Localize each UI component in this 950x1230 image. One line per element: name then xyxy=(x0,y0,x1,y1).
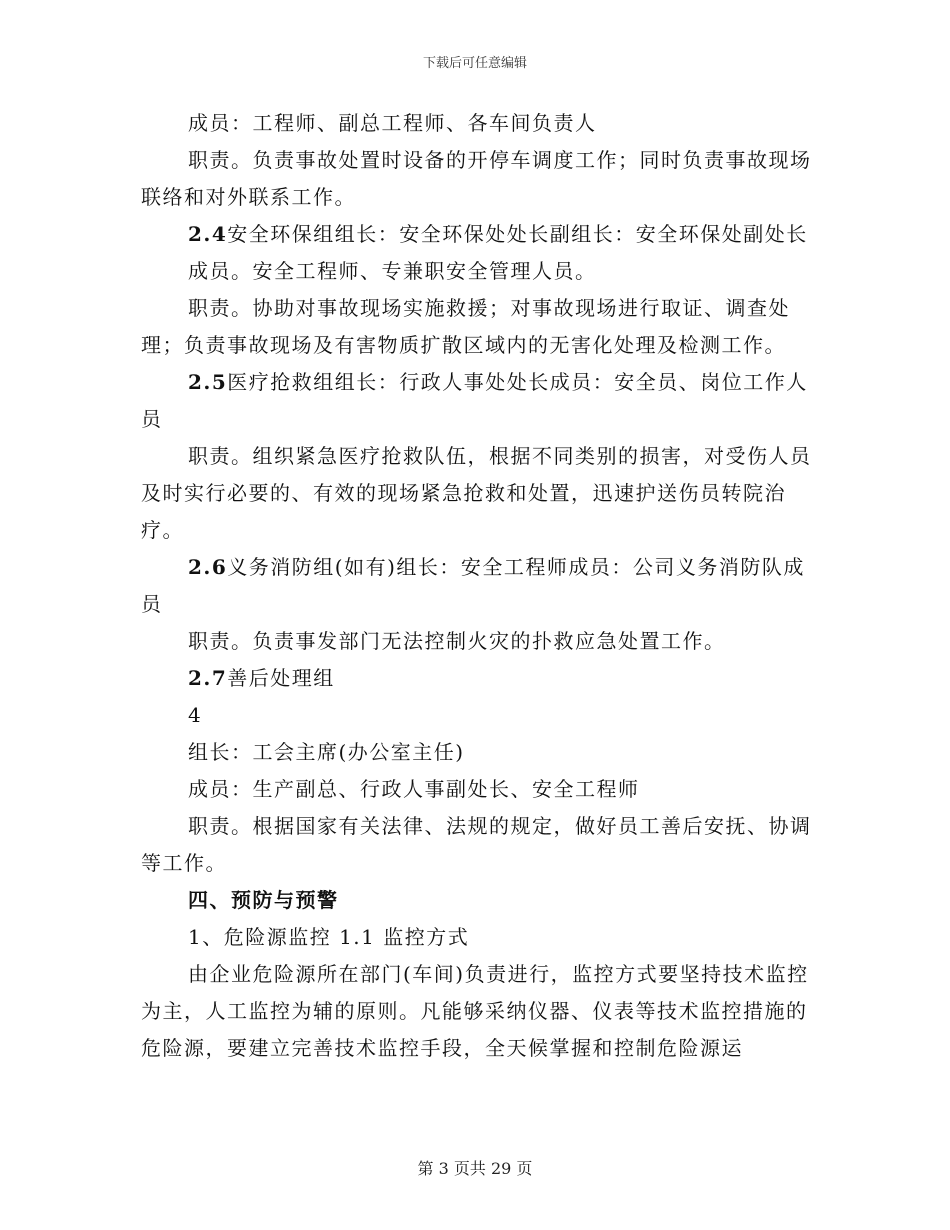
paragraph: 4 xyxy=(188,703,203,727)
paragraph-text: 善后处理组 xyxy=(227,666,335,690)
paragraph-text: 医疗抢救组组长：行政人事处处长成员：安全员、岗位工作人员 xyxy=(141,370,808,431)
paragraph: 组长：工会主席(办公室主任) xyxy=(188,740,465,764)
section-number: 2.5 xyxy=(188,370,228,394)
paragraph: 成员。安全工程师、专兼职安全管理人员。 xyxy=(188,259,597,283)
document-body xyxy=(141,105,813,1067)
paragraph: 职责。组织紧急医疗抢救队伍，根据不同类别的损害，对受伤人员及时实行必要的、有效的现场紧急抢救和处置，迅速护送伤员转院治疗。 xyxy=(141,444,812,542)
page-header: 下载后可任意编辑 xyxy=(422,56,527,71)
section-number: 2.6 xyxy=(188,555,228,579)
paragraph-text: 安全环保组组长：安全环保处处长副组长：安全环保处副处长 xyxy=(227,222,808,246)
paragraph xyxy=(141,216,813,253)
paragraph: 1、危险源监控 1.1 监控方式 xyxy=(188,925,470,949)
paragraph: 职责。根据国家有关法律、法规的规定，做好员工善后安抚、协调等工作。 xyxy=(141,814,812,875)
section-heading: 四、预防与预警 xyxy=(188,888,339,912)
paragraph xyxy=(141,549,813,623)
paragraph: 职责。协助对事故现场实施救援；对事故现场进行取证、调查处理；负责事故现场及有害物质扩散区域内的无害化处理及检测工作。 xyxy=(141,296,790,357)
section-number: 2.7 xyxy=(188,666,228,690)
paragraph-text: 义务消防组(如有)组长：安全工程师成员：公司义务消防队成员 xyxy=(141,555,805,616)
paragraph: 职责。负责事发部门无法控制火灾的扑救应急处置工作。 xyxy=(188,629,726,653)
paragraph xyxy=(141,660,813,697)
section-number: 2.4 xyxy=(188,222,228,246)
paragraph: 由企业危险源所在部门(车间)负责进行，监控方式要坚持技术监控为主，人工监控为辅的原则。凡能够采纳仪器、仪表等技术监控措施的危险源，要建立完善技术监控手段，全天候掌握和控制危险源运 xyxy=(141,962,809,1060)
paragraph: 成员：工程师、副总工程师、各车间负责人 xyxy=(188,111,597,135)
paragraph xyxy=(141,364,813,438)
paragraph: 成员：生产副总、行政人事副处长、安全工程师 xyxy=(188,777,640,801)
paragraph: 职责。负责事故处置时设备的开停车调度工作；同时负责事故现场联络和对外联系工作。 xyxy=(141,148,812,209)
page-footer: 第 3 页共 29 页 xyxy=(417,1159,533,1178)
